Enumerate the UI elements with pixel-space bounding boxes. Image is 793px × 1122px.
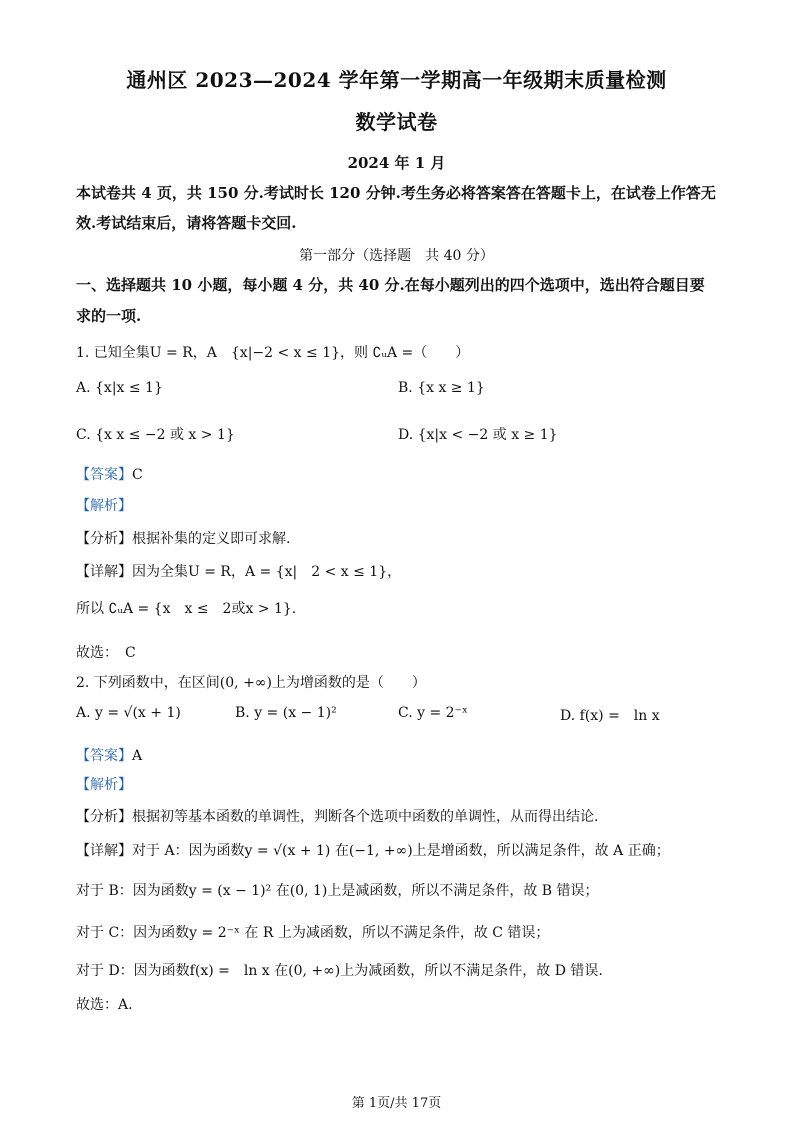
q1-answer-row <box>76 464 143 484</box>
q2-answer-row <box>76 745 142 765</box>
q2-option-b: B. y = (x − 1)² <box>235 705 337 721</box>
part1-instruction-2: 求的一项. <box>76 307 142 325</box>
intro-line-1: 本试卷共 4 页，共 150 分.考试时长 120 分钟.考生务必将答案答在答题卡上，在试卷上作答无 <box>76 184 716 202</box>
intro-line-2: 效.考试结束后，请将答题卡交回. <box>76 214 297 232</box>
q2-detail-tag: 【详解】 <box>76 843 132 859</box>
q2-fenxi-row <box>76 806 598 826</box>
q1-analysis-tag: 【解析】 <box>76 498 132 514</box>
q2-option-d: D. f(x) = ln x <box>560 708 660 724</box>
q1-fenxi: 根据补集的定义即可求解. <box>132 531 291 547</box>
exam-date: 2024 年 1 月 <box>347 154 446 172</box>
q1-fenxi-tag: 【分析】 <box>76 531 132 547</box>
q1-answer-tag: 【答案】 <box>76 467 132 483</box>
q2-detail-a-row <box>76 840 670 860</box>
q1-detail: 因为全集U = R，A = {x| 2 < x ≤ 1}， <box>132 564 402 580</box>
q2-answer-tag: 【答案】 <box>76 748 132 764</box>
q1-answer: C <box>132 467 143 483</box>
q2-option-a: A. y = √(x + 1) <box>76 705 181 721</box>
q2-option-c: C. y = 2⁻ˣ <box>398 705 468 721</box>
q1-choose: 故选： C <box>76 645 136 661</box>
q2-stem: 2. 下列函数中，在区间(0, +∞)上为增函数的是（ ） <box>76 675 426 691</box>
q2-detail-c: 对于 C：因为函数y = 2⁻ˣ 在 R 上为减函数，所以不满足条件，故 C 错误； <box>76 925 550 941</box>
q2-detail-b: 对于 B：因为函数y = (x − 1)² 在(0, 1)上是减函数，所以不满足条件，故 B 错误； <box>76 883 599 899</box>
q1-fenxi-row <box>76 528 290 548</box>
part1-instruction-1: 一、选择题共 10 小题，每小题 4 分，共 40 分.在每小题列出的四个选项中，选出符合题目要 <box>76 276 705 294</box>
q2-analysis-tag: 【解析】 <box>76 777 132 793</box>
q1-option-b: B. {x x ≥ 1} <box>398 380 485 396</box>
q2-fenxi-tag: 【分析】 <box>76 809 132 825</box>
q1-option-c: C. {x x ≤ −2 或 x > 1} <box>76 427 235 443</box>
q2-choose: 故选：A. <box>76 997 133 1013</box>
q1-option-d: D. {x|x < −2 或 x ≥ 1} <box>398 427 558 443</box>
q1-stem: 1. 已知全集U = R，A {x|−2 < x ≤ 1}，则 ∁ᵤA =（ ） <box>76 345 470 361</box>
q1-option-a: A. {x|x ≤ 1} <box>76 380 163 396</box>
q2-answer: A <box>132 748 143 764</box>
q1-detail-tag: 【详解】 <box>76 564 132 580</box>
exam-title: 通州区 2023—2024 学年第一学期高一年级期末质量检测 <box>126 68 667 92</box>
q2-fenxi: 根据初等基本函数的单调性，判断各个选项中函数的单调性，从而得出结论. <box>132 809 599 825</box>
q2-detail-a: 对于 A：因为函数y = √(x + 1) 在(−1, +∞)上是增函数，所以满足条件，故 A 正确； <box>132 843 670 859</box>
part1-heading: 第一部分（选择题 共 40 分） <box>299 248 494 264</box>
q1-detail-row <box>76 561 401 581</box>
q2-detail-d: 对于 D：因为函数f(x) = ln x 在(0, +∞)上为减函数，所以不满足条件，故 D 错误. <box>76 963 603 979</box>
q1-detail-2: 所以 ∁ᵤA = {x x ≤ 2或x > 1}. <box>76 601 297 617</box>
page-footer: 第 1页/共 17页 <box>351 1096 442 1111</box>
exam-subtitle: 数学试卷 <box>355 110 438 134</box>
